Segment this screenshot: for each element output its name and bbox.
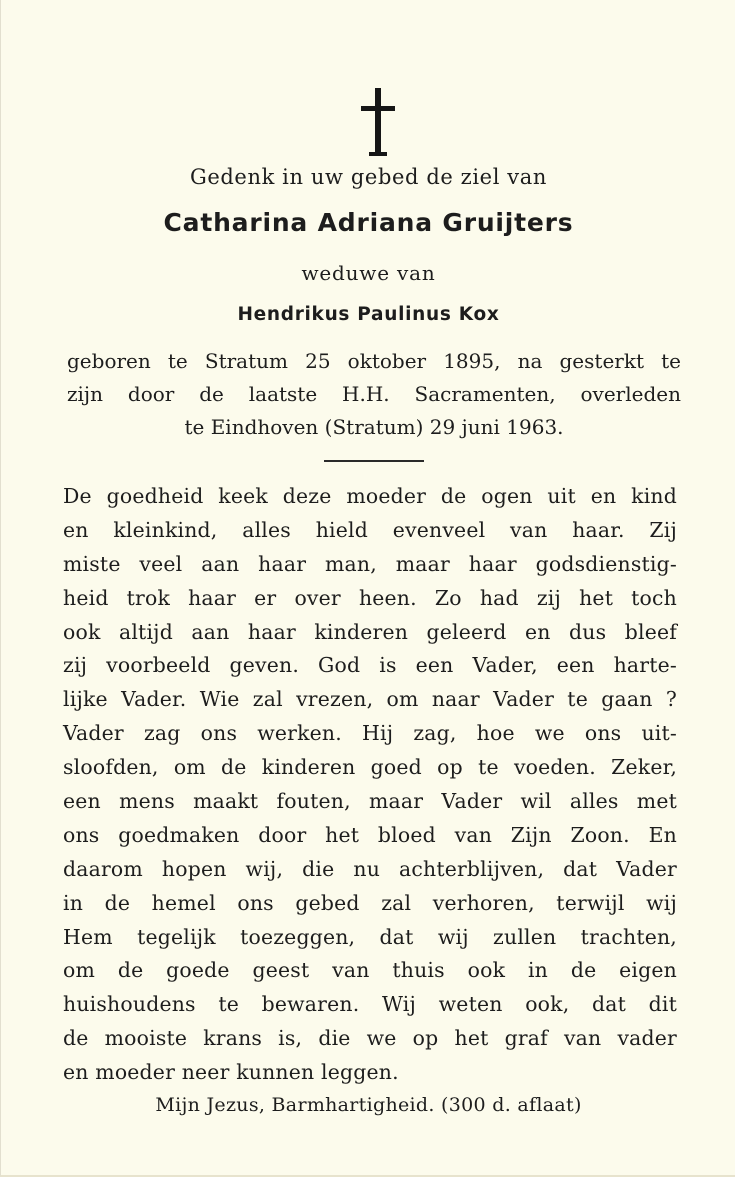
text-line: De goedheid keek deze moeder de ogen uit en kind (63, 484, 677, 508)
text-line: om de goede geest van thuis ook in de eigen (63, 958, 677, 983)
text-line: zij voorbeeld geven. God is een Vader, een harte- (63, 653, 677, 678)
widow-of-text: weduwe van (301, 261, 436, 285)
text-line: lijke Vader. Wie zal vrezen, om naar Vader te gaan ? (63, 687, 677, 712)
dates-line: geboren te Stratum 25 oktober 1895, na gesterkt te (67, 349, 681, 373)
text-line: ons goedmaken door het bloed van Zijn Zoon. En (63, 822, 677, 847)
text-line: de mooiste krans is, die we op het graf van vader (63, 1026, 677, 1051)
text-line: daarom hopen wij, die nu achterblijven, dat Vader (63, 856, 677, 881)
text-line: Hem tegelijk toezeggen, dat wij zullen trachten, (63, 924, 677, 949)
text-line: heid trok haar er over heen. Zo had zij het toch (63, 585, 677, 610)
text-line: een mens maakt fouten, maar Vader wil alles met (63, 789, 677, 814)
text-line: en kleinkind, alles hield evenveel van haar. Zij (63, 517, 677, 542)
intro-text: Gedenk in uw gebed de ziel van (189, 165, 547, 189)
deceased-name: Catharina Adriana Gruijters (163, 208, 574, 237)
dates-line: te Eindhoven (Stratum) 29 juni 1963. (184, 415, 564, 439)
dates-line: zijn door de laatste H.H. Sacramenten, overleden (67, 382, 681, 406)
text-line: ook altijd aan haar kinderen geleerd en dus bleef (63, 619, 677, 644)
life-dates-paragraph (67, 345, 681, 444)
memorial-text (63, 480, 677, 1090)
text-line: huishoudens te bewaren. Wij weten ook, dat dit (63, 992, 677, 1017)
cross-icon (358, 86, 398, 158)
text-line: en moeder neer kunnen leggen. (63, 1060, 399, 1085)
text-line: miste veel aan haar man, maar haar godsdienstig- (63, 551, 677, 576)
text-line: sloofden, om de kinderen goed op te voeden. Zeker, (63, 755, 677, 780)
divider-rule (324, 460, 424, 462)
closing-prayer: Mijn Jezus, Barmhartigheid. (300 d. aflaat) (155, 1094, 582, 1116)
text-line: Vader zag ons werken. Hij zag, hoe we ons uit- (63, 721, 677, 746)
husband-name: Hendrikus Paulinus Kox (237, 304, 500, 325)
text-line: in de hemel ons gebed zal verhoren, terwijl wij (63, 890, 677, 915)
